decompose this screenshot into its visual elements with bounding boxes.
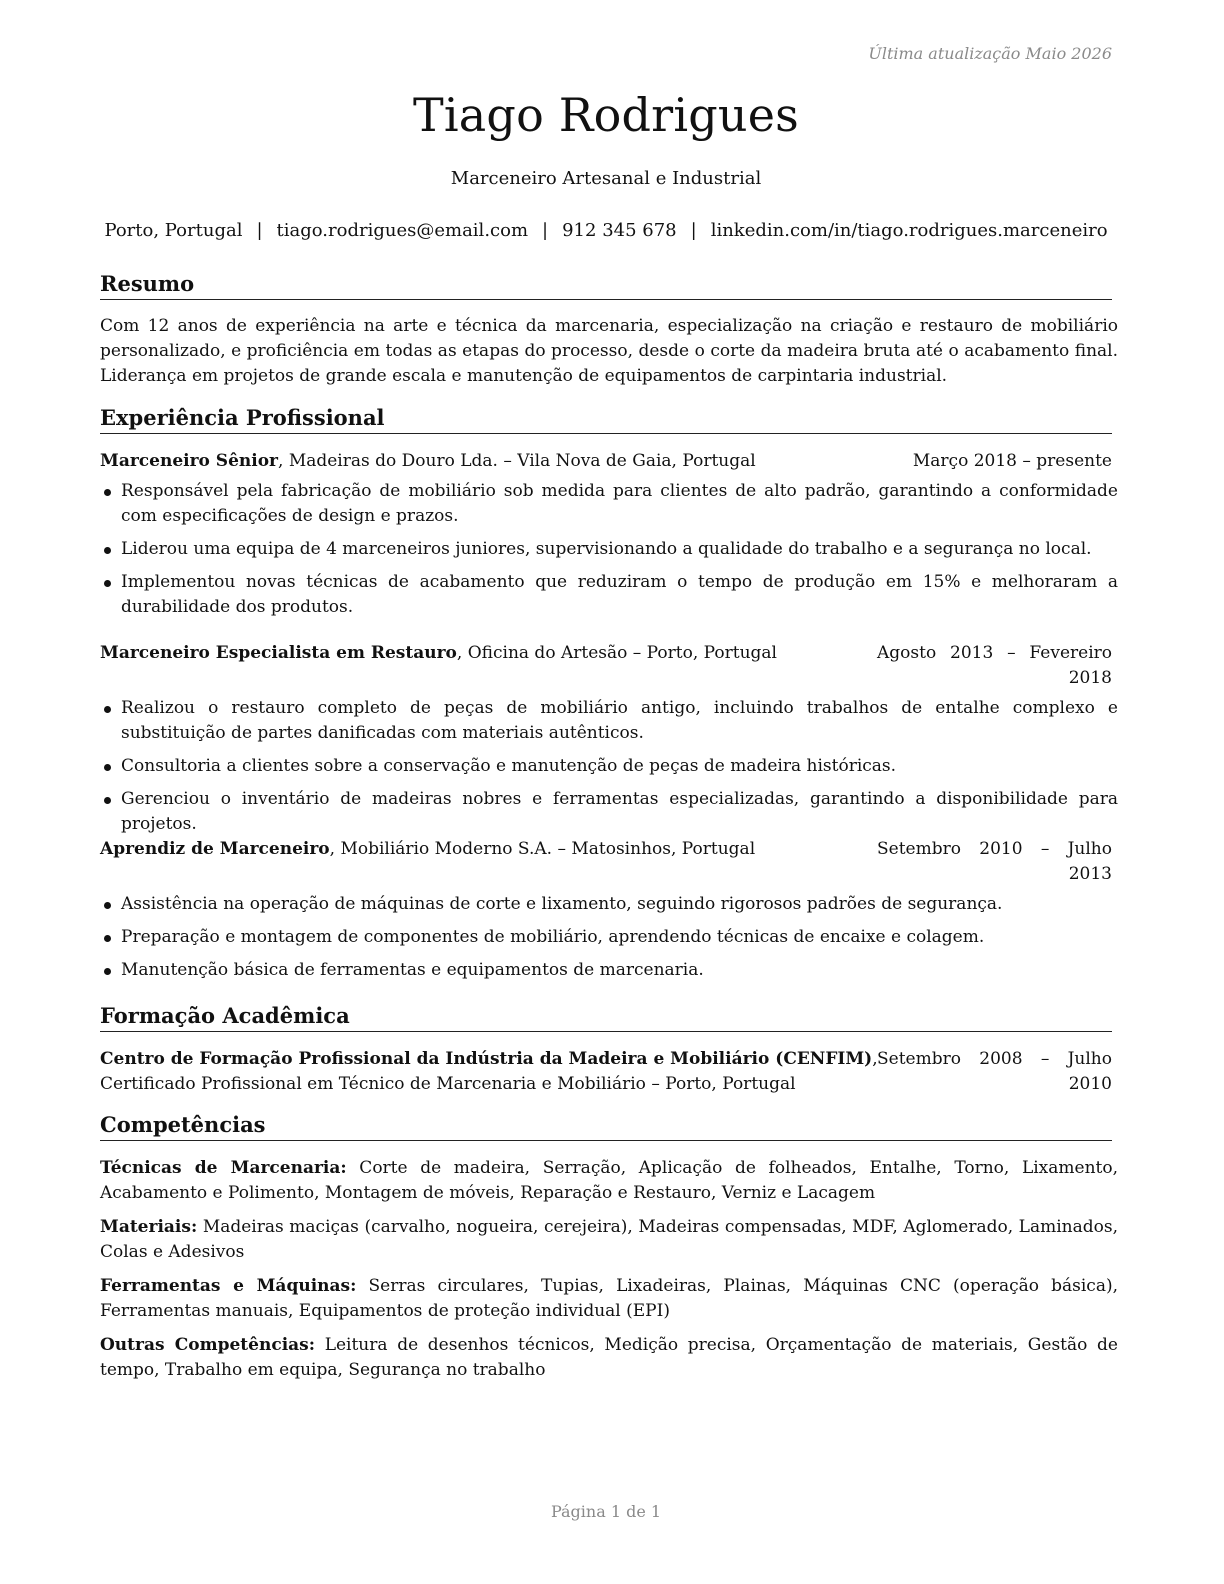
skill-group: [100, 1274, 1118, 1324]
job-role: Aprendiz de Marceneiro: [100, 839, 330, 859]
list-item: Liderou uma equipa de 4 marceneiros juniores, supervisionando a qualidade do trabalho e a segurança no local.: [100, 537, 1118, 562]
job-role: Marceneiro Especialista em Restauro: [100, 643, 457, 663]
job-title-line: [100, 837, 755, 862]
job-title-line: [100, 449, 756, 474]
education-institution: Centro de Formação Profissional da Indústria da Madeira e Mobiliário (CENFIM): [100, 1049, 873, 1069]
job-bullets: [100, 892, 1118, 991]
skill-text: Serras circulares, Tupias, Lixadeiras, Plainas, Máquinas CNC (operação básica), Ferramentas manuais, Equipamentos de proteção individual (EPI): [100, 1276, 1118, 1321]
job-company: , Mobiliário Moderno S.A. – Matosinhos, Portugal: [329, 839, 756, 859]
skill-group: [100, 1215, 1118, 1265]
skill-text: Madeiras maciças (carvalho, nogueira, cerejeira), Madeiras compensadas, MDF, Aglomerado, Laminados, Colas e Adesivos: [100, 1217, 1118, 1262]
contact-phone: 912 345 678: [562, 220, 677, 241]
education-entry: [100, 1047, 1112, 1097]
skill-group: [100, 1333, 1118, 1383]
contact-location: Porto, Portugal: [104, 220, 243, 241]
job-title-line: [100, 641, 777, 666]
last-updated: Última atualização Maio 2026: [868, 44, 1112, 63]
summary-text: Com 12 anos de experiência na arte e técnica da marcenaria, especialização na criação e restauro de mobiliário personalizado, e proficiência em todas as etapas do processo, desde o corte da madeira bruta até o acabamento final. Liderança em projetos de grande escala e manutenção de equipamentos de carpintaria industrial.: [100, 316, 1118, 386]
education-suffix: ,: [872, 1049, 878, 1069]
skill-group: [100, 1156, 1118, 1206]
list-item: Consultoria a clientes sobre a conservação e manutenção de peças de madeira históricas.: [100, 754, 1118, 779]
contact-separator: |: [256, 220, 263, 241]
contact-separator: |: [542, 220, 549, 241]
list-item: Assistência na operação de máquinas de corte e lixamento, seguindo rigorosos padrões de segurança.: [100, 892, 1118, 917]
job-company: , Madeiras do Douro Lda. – Vila Nova de Gaia, Portugal: [278, 451, 756, 471]
education-degree: Certificado Profissional em Técnico de Marcenaria e Mobiliário – Porto, Portugal: [100, 1074, 796, 1094]
headline: Marceneiro Artesanal e Industrial: [450, 168, 762, 189]
skill-label: Técnicas de Marcenaria:: [100, 1158, 347, 1178]
job-dates: Agosto 2013 – Fevereiro 2018: [877, 643, 1112, 688]
list-item: Preparação e montagem de componentes de mobiliário, aprendendo técnicas de encaixe e colagem.: [100, 925, 1118, 950]
contact-linkedin[interactable]: linkedin.com/in/tiago.rodrigues.marceneiro: [710, 220, 1108, 241]
list-item: Gerenciou o inventário de madeiras nobres e ferramentas especializadas, garantindo a disponibilidade para projetos.: [100, 787, 1118, 837]
job-role: Marceneiro Sênior: [100, 451, 279, 471]
list-item: Implementou novas técnicas de acabamento que reduziram o tempo de produção em 15% e melhoraram a durabilidade dos produtos.: [100, 570, 1118, 620]
list-item: Realizou o restauro completo de peças de mobiliário antigo, incluindo trabalhos de entalhe complexo e substituição de partes danificadas com materiais autênticos.: [100, 696, 1118, 746]
education-institution-line: [100, 1047, 878, 1072]
job-company: , Oficina do Artesão – Porto, Portugal: [456, 643, 777, 663]
skill-label: Outras Competências:: [100, 1335, 316, 1355]
contact-email[interactable]: tiago.rodrigues@email.com: [276, 220, 529, 241]
page-number: Página 1 de 1: [550, 1502, 662, 1521]
skill-text: Corte de madeira, Serração, Aplicação de folheados, Entalhe, Torno, Lixamento, Acabamento e Polimento, Montagem de móveis, Reparação e Restauro, Verniz e Lacagem: [100, 1158, 1118, 1203]
education-dates: Setembro 2008 – Julho 2010: [877, 1049, 1112, 1094]
contact-line: [88, 220, 1124, 241]
section-title-experience: Experiência Profissional: [100, 405, 1112, 434]
resume-page: [100, 0, 1118, 1584]
contact-separator: |: [690, 220, 697, 241]
list-item: Manutenção básica de ferramentas e equipamentos de marcenaria.: [100, 958, 1118, 983]
job-bullets: [100, 696, 1118, 845]
section-title-skills: Competências: [100, 1112, 1112, 1141]
skill-text: Leitura de desenhos técnicos, Medição precisa, Orçamentação de materiais, Gestão de tempo, Trabalho em equipa, Segurança no trabalho: [100, 1335, 1118, 1380]
section-title-summary: Resumo: [100, 271, 1112, 300]
job-bullets: [100, 479, 1118, 628]
candidate-name: Tiago Rodrigues: [413, 88, 799, 142]
list-item: Responsável pela fabricação de mobiliário sob medida para clientes de alto padrão, garantindo a conformidade com especificações de design e prazos.: [100, 479, 1118, 529]
section-title-education: Formação Acadêmica: [100, 1003, 1112, 1032]
job-dates: Setembro 2010 – Julho 2013: [877, 839, 1112, 884]
job-dates: Março 2018 – presente: [912, 451, 1112, 471]
skill-label: Ferramentas e Máquinas:: [100, 1276, 357, 1296]
skill-label: Materiais:: [100, 1217, 198, 1237]
